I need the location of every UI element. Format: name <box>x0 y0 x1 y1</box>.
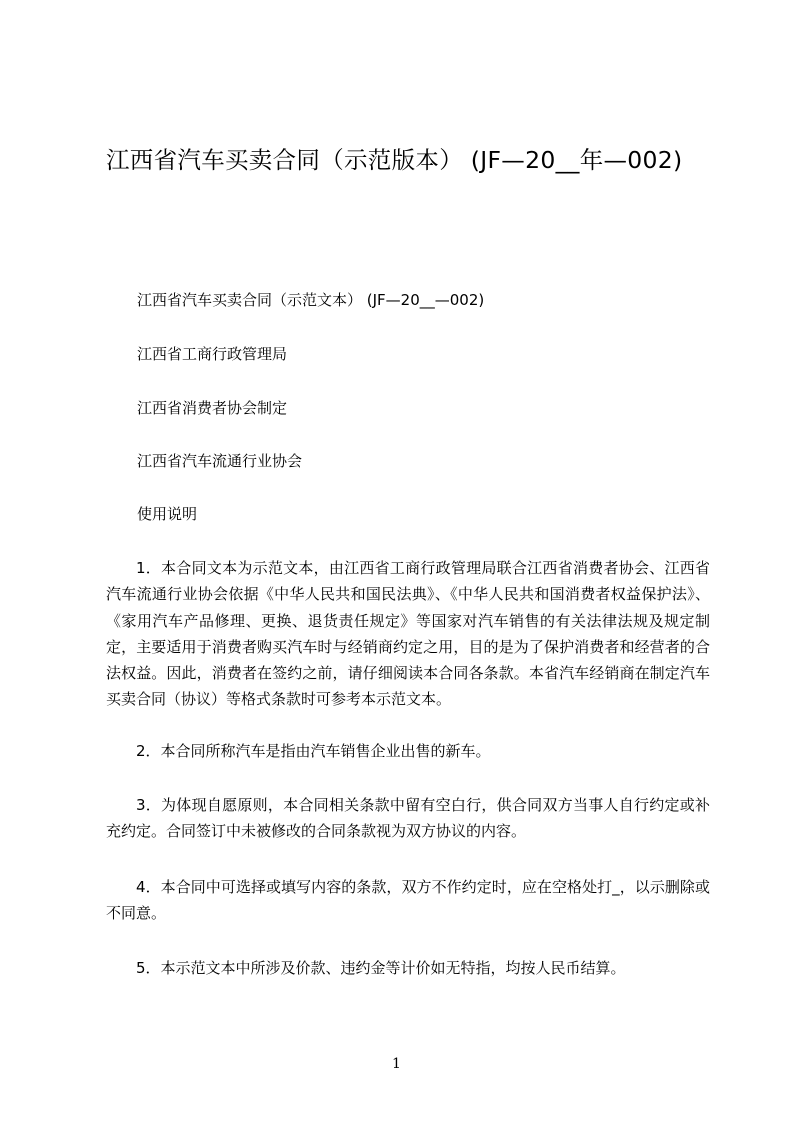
issuer-line: 江西省汽车流通行业协会 <box>137 452 303 470</box>
instruction-paragraph: 2．本合同所称汽车是指由汽车销售企业出售的新车。 <box>136 742 491 760</box>
page-number: 1 <box>392 1056 401 1072</box>
issuer-line: 江西省消费者协会制定 <box>137 399 288 417</box>
document-title: 江西省汽车买卖合同（示范版本） (JF—20__年—002) <box>106 146 683 174</box>
instruction-paragraph: 1．本合同文本为示范文本，由江西省工商行政管理局联合江西省消费者协会、江西省汽车流通行业协会依据《中华人民共和国民法典》、《中华人民共和国消费者权益保护法》、《家用汽车产品修理、更换、退货责任规定》等国家对汽车销售的有关法律法规及规定制定，主要适用于消费者购买汽车时与经销商约定之用，目的是为了保护消费者和经营者的合法权益。因此，消费者在签约之前，请仔细阅读本合同各条款。本省汽车经销商在制定汽车买卖合同（协议）等格式条款时可参考本示范文本。 <box>106 559 710 709</box>
instruction-paragraph: 4．本合同中可选择或填写内容的条款，双方不作约定时，应在空格处打_，以示删除或不同意。 <box>106 878 710 923</box>
instruction-paragraph: 5．本示范文本中所涉及价款、违约金等计价如无特指，均按人民币结算。 <box>136 959 626 977</box>
instructions-heading: 使用说明 <box>137 505 198 523</box>
issuer-line: 江西省工商行政管理局 <box>137 345 288 363</box>
instruction-paragraph: 3．为体现自愿原则，本合同相关条款中留有空白行，供合同双方当事人自行约定或补充约定。合同签订中未被修改的合同条款视为双方协议的内容。 <box>106 796 710 841</box>
document-subtitle: 江西省汽车买卖合同（示范文本） (JF—20__—002) <box>137 291 485 309</box>
